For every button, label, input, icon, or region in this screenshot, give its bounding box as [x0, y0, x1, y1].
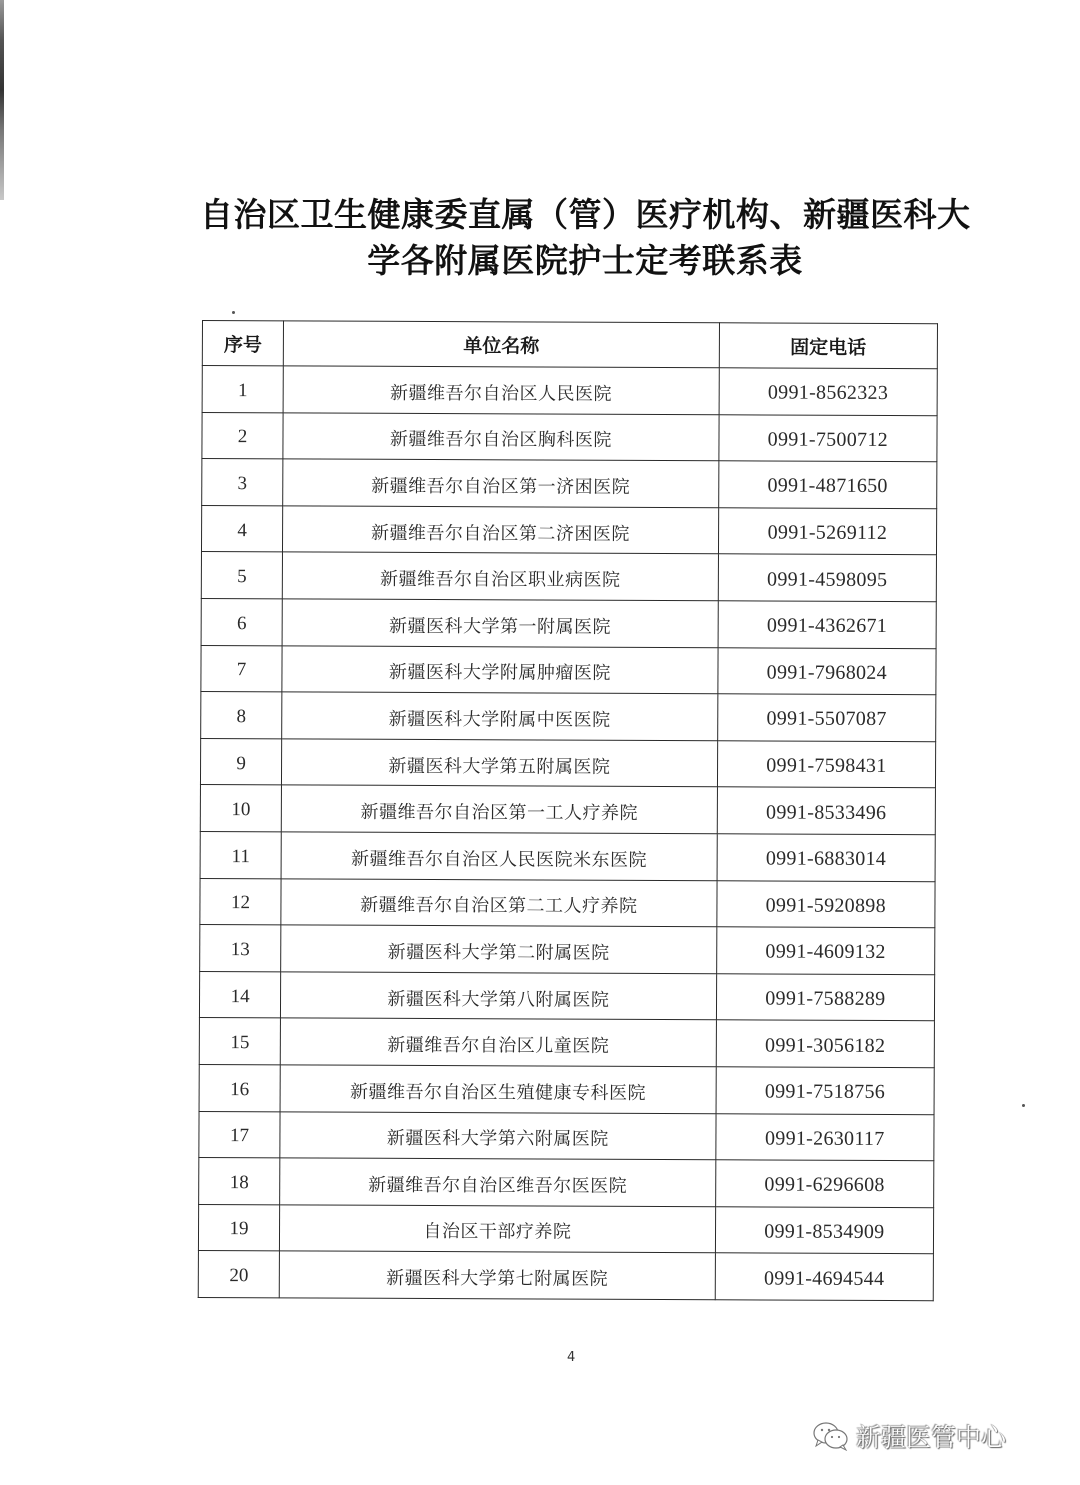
- row-unit-name: 新疆维吾尔自治区第二济困医院: [283, 506, 719, 554]
- row-phone: 0991-4871650: [718, 461, 937, 509]
- document-title: [200, 192, 970, 284]
- row-phone: 0991-5269112: [718, 508, 937, 556]
- row-seq: 15: [199, 1018, 280, 1065]
- contact-table: [198, 320, 938, 1301]
- row-phone: 0991-3056182: [716, 1020, 935, 1068]
- table-row: [200, 831, 935, 881]
- title-line-2: 学各附属医院护士定考联系表: [367, 241, 803, 280]
- table-row: [199, 971, 934, 1021]
- row-seq: 13: [200, 925, 281, 972]
- row-seq: 2: [202, 412, 283, 459]
- wechat-icon: [812, 1421, 850, 1451]
- table-header-row: [202, 321, 937, 369]
- table-row: [201, 505, 936, 555]
- table-row: [200, 925, 935, 975]
- row-seq: 1: [202, 366, 283, 413]
- row-seq: 19: [198, 1204, 279, 1251]
- table-row: [201, 692, 936, 742]
- row-unit-name: 新疆医科大学附属中医医院: [282, 692, 718, 740]
- row-unit-name: 新疆维吾尔自治区生殖健康专科医院: [280, 1065, 716, 1113]
- title-line-1: 自治区卫生健康委直属（管）医疗机构、新疆医科大: [200, 195, 971, 234]
- table-row: [199, 1064, 934, 1114]
- table-body: [198, 366, 937, 1301]
- row-seq: 10: [200, 785, 281, 832]
- row-phone: 0991-7500712: [719, 414, 938, 462]
- row-unit-name: 新疆维吾尔自治区第一工人疗养院: [281, 785, 717, 833]
- table-row: [198, 1204, 933, 1254]
- row-unit-name: 新疆医科大学第七附属医院: [279, 1251, 715, 1299]
- row-phone: 0991-4362671: [718, 601, 937, 649]
- row-unit-name: 新疆维吾尔自治区胸科医院: [283, 412, 719, 460]
- row-seq: 11: [200, 831, 281, 878]
- table-row: [199, 1158, 934, 1208]
- row-phone: 0991-6296608: [715, 1160, 934, 1208]
- row-phone: 0991-8534909: [715, 1206, 934, 1254]
- row-unit-name: 新疆医科大学第八附属医院: [281, 972, 717, 1020]
- row-seq: 3: [202, 459, 283, 506]
- table-row: [200, 785, 935, 835]
- table-row: [202, 459, 937, 509]
- table-row: [199, 1111, 934, 1161]
- page-number: 4: [567, 1350, 576, 1365]
- table-row: [201, 598, 936, 648]
- table-row: [201, 645, 936, 695]
- table-row: [200, 878, 935, 928]
- row-unit-name: 新疆维吾尔自治区第二工人疗养院: [281, 878, 717, 926]
- row-unit-name: 新疆医科大学第五附属医院: [282, 739, 718, 787]
- row-phone: 0991-5507087: [717, 694, 936, 742]
- row-phone: 0991-4694544: [715, 1253, 934, 1301]
- row-unit-name: 新疆维吾尔自治区维吾尔医医院: [280, 1158, 716, 1206]
- row-phone: 0991-7598431: [717, 741, 936, 789]
- row-seq: 9: [200, 738, 281, 785]
- table-row: [198, 1251, 933, 1301]
- row-phone: 0991-7518756: [716, 1067, 935, 1115]
- row-seq: 14: [199, 971, 280, 1018]
- row-unit-name: 新疆维吾尔自治区职业病医院: [282, 552, 718, 600]
- row-phone: 0991-7968024: [718, 647, 937, 695]
- scan-speck: [232, 311, 235, 314]
- row-unit-name: 新疆医科大学第二附属医院: [281, 925, 717, 973]
- row-unit-name: 新疆维吾尔自治区人民医院: [283, 366, 719, 414]
- header-phone: 固定电话: [719, 323, 938, 369]
- row-seq: 12: [200, 878, 281, 925]
- row-phone: 0991-6883014: [717, 834, 936, 882]
- row-seq: 20: [198, 1251, 279, 1298]
- watermark-text: 新疆医管中心: [856, 1423, 1007, 1452]
- row-seq: 7: [201, 645, 282, 692]
- row-unit-name: 新疆维吾尔自治区儿童医院: [280, 1018, 716, 1066]
- row-seq: 6: [201, 598, 282, 645]
- row-seq: 8: [201, 692, 282, 739]
- header-name: 单位名称: [283, 321, 719, 368]
- row-unit-name: 新疆维吾尔自治区第一济困医院: [283, 459, 719, 507]
- table-row: [201, 552, 936, 602]
- table-row: [202, 366, 937, 416]
- row-phone: 0991-8562323: [719, 368, 938, 416]
- row-seq: 4: [201, 505, 282, 552]
- scan-speck: [1022, 1104, 1025, 1107]
- table-row: [202, 412, 937, 462]
- row-seq: 16: [199, 1064, 280, 1111]
- table-row: [199, 1018, 934, 1068]
- row-unit-name: 新疆医科大学第一附属医院: [282, 599, 718, 647]
- header-seq: 序号: [202, 321, 283, 366]
- row-phone: 0991-4609132: [716, 927, 935, 975]
- row-phone: 0991-4598095: [718, 554, 937, 602]
- row-phone: 0991-5920898: [717, 880, 936, 928]
- scan-edge: [0, 0, 4, 200]
- table-row: [200, 738, 935, 788]
- row-phone: 0991-8533496: [717, 787, 936, 835]
- row-phone: 0991-7588289: [716, 973, 935, 1021]
- watermark: [812, 1418, 1006, 1454]
- row-unit-name: 自治区干部疗养院: [280, 1205, 716, 1253]
- row-phone: 0991-2630117: [716, 1113, 935, 1161]
- row-seq: 5: [201, 552, 282, 599]
- row-seq: 18: [199, 1158, 280, 1205]
- row-seq: 17: [199, 1111, 280, 1158]
- row-unit-name: 新疆医科大学第六附属医院: [280, 1111, 716, 1159]
- row-unit-name: 新疆医科大学附属肿瘤医院: [282, 645, 718, 693]
- row-unit-name: 新疆维吾尔自治区人民医院米东医院: [281, 832, 717, 880]
